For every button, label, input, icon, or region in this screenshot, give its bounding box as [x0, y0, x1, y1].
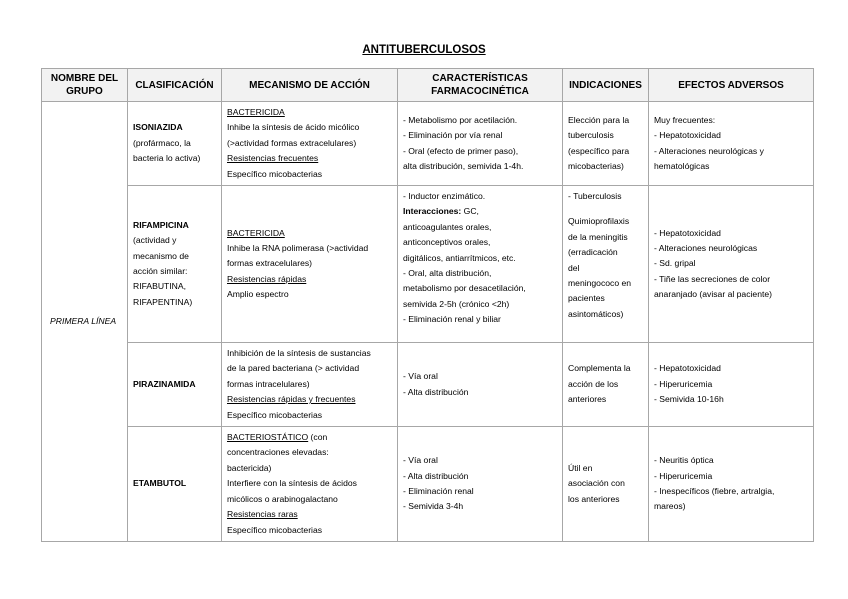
header-indicaciones: INDICACIONES	[563, 69, 649, 102]
header-farmaco: CARACTERÍSTICAS FARMACOCINÉTICA	[398, 69, 563, 102]
table-row	[42, 343, 814, 427]
indications-cell: - Tuberculosis Quimioprofilaxis de la meningitis (erradicación del meningococo en pacientes asintomáticos)	[563, 186, 649, 343]
pharmaco-cell: - Inductor enzimático. Interacciones: GC, anticoagulantes orales, anticonceptivos orales, digitálicos, antiarrítmicos, etc. - Oral, alta distribución, metabolismo por desacetilación, semivida 2-5h (crónico <2h) - Eliminación renal y biliar	[398, 186, 563, 343]
group-label: PRIMERA LÍNEA	[42, 102, 128, 542]
adverse-cell: - Hepatotoxicidad - Alteraciones neurológicas - Sd. gripal - Tiñe las secreciones de color anaranjado (avisar al paciente)	[649, 186, 814, 343]
drug-cell: RIFAMPICINA (actividad y mecanismo de acción similar: RIFABUTINA, RIFAPENTINA)	[128, 186, 222, 343]
indications-cell: Útil en asociación con los anteriores	[563, 427, 649, 542]
header-clasificacion: CLASIFICACIÓN	[128, 69, 222, 102]
mechanism-cell: BACTERICIDA Inhibe la RNA polimerasa (>actividad formas extracelulares) Resistencias rápidas Amplio espectro	[222, 186, 398, 343]
page-title: ANTITUBERCULOSOS	[362, 44, 486, 56]
mechanism-cell: BACTERIOSTÁTICO (con concentraciones elevadas: bactericida) Interfiere con la síntesis de ácidos micólicos o arabinogalactano Resistencias raras Específico micobacterias	[222, 427, 398, 542]
pharmaco-cell: - Vía oral - Alta distribución	[398, 343, 563, 427]
table-row	[42, 186, 814, 343]
drug-cell: ISONIAZIDA (profármaco, la bacteria lo activa)	[128, 102, 222, 186]
adverse-cell: - Neuritis óptica - Hiperuricemia - Inespecíficos (fiebre, artralgia, mareos)	[649, 427, 814, 542]
table-row	[42, 102, 814, 186]
header-mecanismo: MECANISMO DE ACCIÓN	[222, 69, 398, 102]
header-efectos: EFECTOS ADVERSOS	[649, 69, 814, 102]
mechanism-cell: BACTERICIDA Inhibe la síntesis de ácido micólico (>actividad formas extracelulares) Resistencias frecuentes Específico micobacterias	[222, 102, 398, 186]
mechanism-cell: Inhibición de la síntesis de sustancias de la pared bacteriana (> actividad formas intracelulares) Resistencias rápidas y frecuentes Específico micobacterias	[222, 343, 398, 427]
adverse-cell: Muy frecuentes: - Hepatotoxicidad - Alteraciones neurológicas y hematológicas	[649, 102, 814, 186]
drug-cell: ETAMBUTOL	[128, 427, 222, 542]
pharmaco-cell: - Metabolismo por acetilación. - Eliminación por vía renal - Oral (efecto de primer paso), alta distribución, semivida 1-4h.	[398, 102, 563, 186]
header-grupo: NOMBRE DEL GRUPO	[42, 69, 128, 102]
indications-cell: Complementa la acción de los anteriores	[563, 343, 649, 427]
drug-cell: PIRAZINAMIDA	[128, 343, 222, 427]
header-row	[42, 69, 814, 102]
drug-table	[41, 68, 814, 542]
indications-cell: Elección para la tuberculosis (específico para micobacterias)	[563, 102, 649, 186]
adverse-cell: - Hepatotoxicidad - Hiperuricemia - Semivida 10-16h	[649, 343, 814, 427]
pharmaco-cell: - Vía oral - Alta distribución - Eliminación renal - Semivida 3-4h	[398, 427, 563, 542]
table-row	[42, 427, 814, 542]
